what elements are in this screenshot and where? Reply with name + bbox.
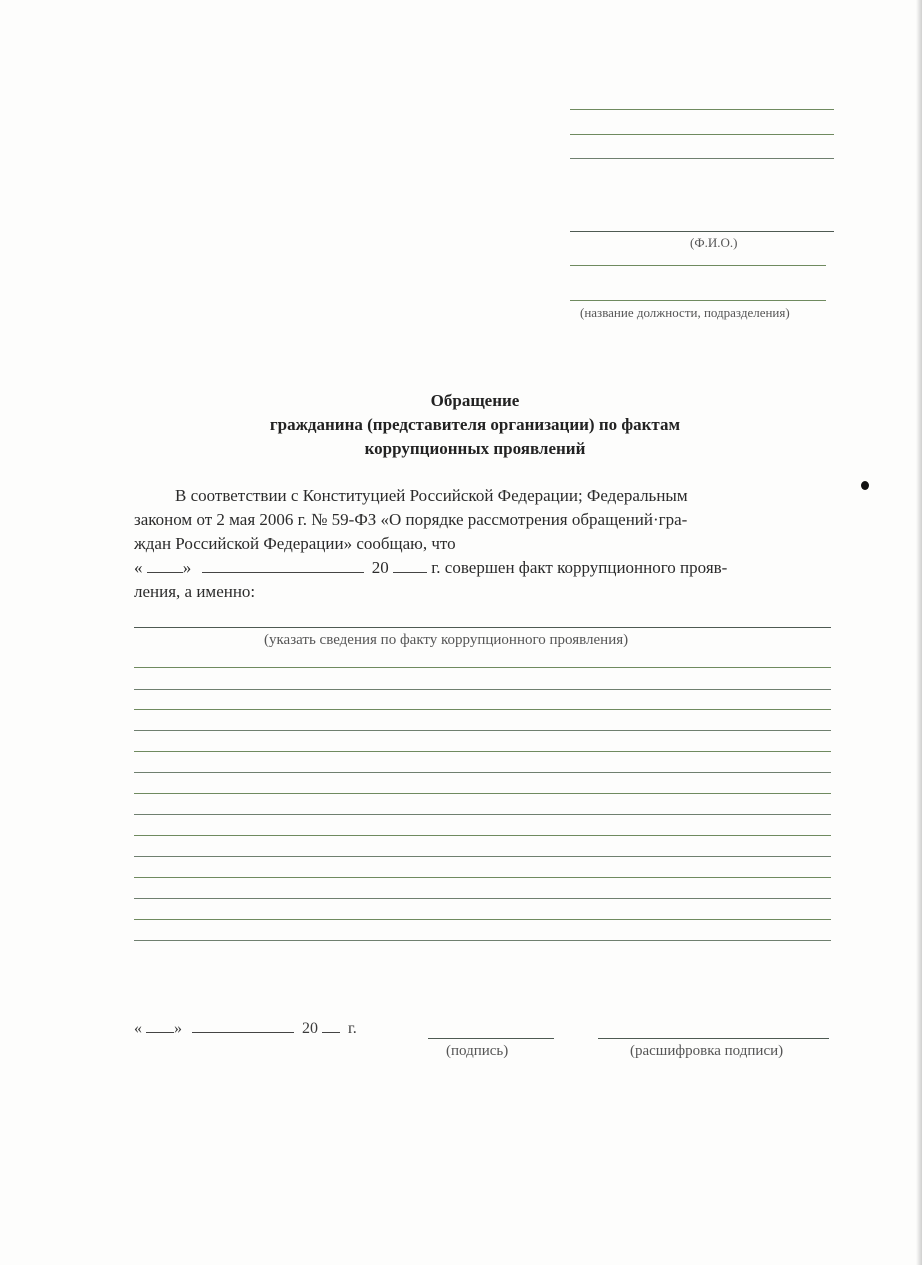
- body-line-1: В соответствии с Конституцией Российской Федерации; Федеральным: [175, 486, 688, 505]
- details-line[interactable]: [134, 898, 831, 899]
- ink-dot: [861, 481, 869, 490]
- position-caption: (название должности, подразделения): [580, 305, 790, 320]
- day-open-quote: «: [134, 558, 143, 577]
- details-line-0[interactable]: [134, 627, 831, 628]
- details-line[interactable]: [134, 919, 831, 920]
- document-title-line-1: Обращение: [430, 391, 520, 410]
- month-blank[interactable]: [202, 558, 364, 573]
- body-line-5: ления, а именно:: [134, 582, 256, 601]
- addressee-line-3[interactable]: [570, 158, 834, 159]
- fio-line[interactable]: [570, 231, 834, 232]
- footer-month-blank[interactable]: [192, 1018, 294, 1033]
- details-line[interactable]: [134, 689, 831, 690]
- body-line-2: законом от 2 мая 2006 г. № 59-ФЗ «О порядке рассмотрения обращений·гра-: [134, 510, 688, 529]
- details-line[interactable]: [134, 814, 831, 815]
- footer-year-prefix: 20: [302, 1020, 318, 1037]
- footer-open-quote: «: [134, 1020, 142, 1037]
- details-line[interactable]: [134, 835, 831, 836]
- document-title-line-2: гражданина (представителя организации) по фактам: [269, 415, 681, 434]
- footer-day-blank[interactable]: [146, 1018, 174, 1033]
- details-caption: (указать сведения по факту коррупционного проявления): [264, 632, 629, 648]
- addressee-line-2[interactable]: [570, 134, 834, 135]
- details-line[interactable]: [134, 730, 831, 731]
- signature-decoding-line[interactable]: [598, 1038, 829, 1039]
- day-blank[interactable]: [147, 558, 183, 573]
- footer-close-quote: »: [174, 1020, 182, 1037]
- details-line[interactable]: [134, 709, 831, 710]
- details-line[interactable]: [134, 940, 831, 941]
- details-line[interactable]: [134, 751, 831, 752]
- fio-caption: (Ф.И.О.): [690, 235, 738, 250]
- position-line-1[interactable]: [570, 265, 826, 266]
- details-line[interactable]: [134, 667, 831, 668]
- year-blank[interactable]: [393, 558, 427, 573]
- footer-date: [134, 1018, 357, 1038]
- footer-year-blank[interactable]: [322, 1018, 340, 1033]
- footer-year-suffix: г.: [348, 1020, 357, 1037]
- addressee-line-1[interactable]: [570, 109, 834, 110]
- signature-line[interactable]: [428, 1038, 554, 1039]
- document-title-line-3: коррупционных проявлений: [364, 439, 586, 458]
- body-line-3: ждан Российской Федерации» сообщаю, что: [134, 534, 456, 553]
- page-edge-shadow: [916, 0, 922, 1265]
- details-line[interactable]: [134, 877, 831, 878]
- day-close-quote: »: [182, 558, 192, 577]
- position-line-2[interactable]: [570, 300, 826, 301]
- body-line-4: [134, 557, 727, 579]
- details-line[interactable]: [134, 856, 831, 857]
- signature-decoding-caption: (расшифровка подписи): [630, 1043, 784, 1059]
- signature-caption: (подпись): [446, 1043, 509, 1059]
- year-prefix: 20: [371, 558, 389, 577]
- details-line[interactable]: [134, 793, 831, 794]
- details-line[interactable]: [134, 772, 831, 773]
- body-line-4-rest: г. совершен факт коррупционного прояв-: [431, 558, 728, 577]
